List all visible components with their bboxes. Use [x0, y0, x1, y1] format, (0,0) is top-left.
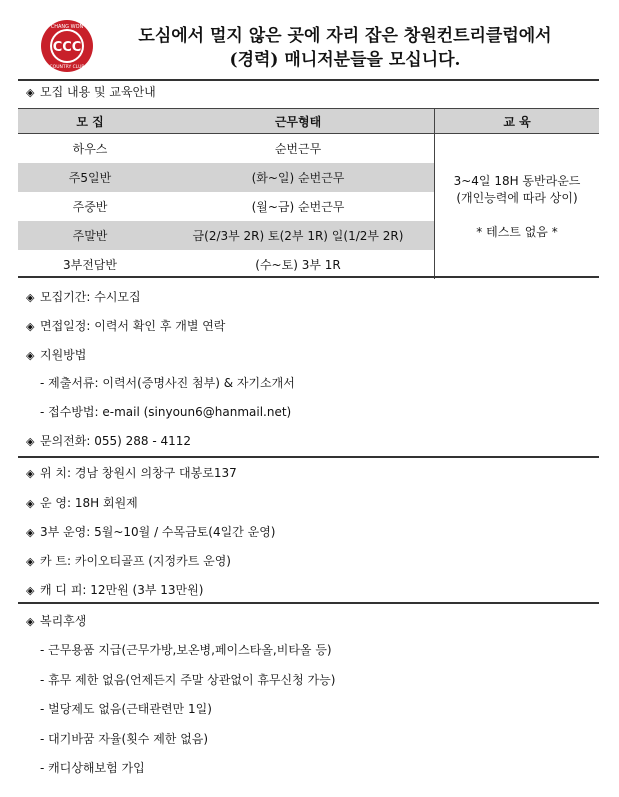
recruit-heading: ◈ 모집 내용 및 교육안내: [26, 85, 156, 99]
diamond-bullet-icon: ◈: [26, 349, 35, 362]
welfare-item: - 벌당제도 없음(근태관련만 1일): [40, 702, 212, 716]
welfare-item: - 휴무 제한 없음(언제든지 주말 상관없이 휴무신청 가능): [40, 673, 336, 687]
table-header-row: [18, 109, 599, 134]
work-schedule: (화~일) 순번근무: [162, 163, 435, 192]
diamond-bullet-icon: ◈: [26, 526, 35, 539]
education-note: * 테스트 없음 *: [476, 224, 558, 239]
cart-line: ◈ 카 트: 카이오티골프 (지정카트 운영): [26, 554, 231, 568]
work-schedule: (수~토) 3부 1R: [255, 258, 341, 272]
column-header: 교 육: [435, 109, 600, 134]
work-schedule: 금(2/3부 2R) 토(2부 1R) 일(1/2부 2R): [162, 221, 435, 250]
column-header: 모 집: [18, 109, 162, 134]
divider: [18, 79, 599, 81]
table-row: [18, 134, 599, 164]
diamond-bullet-icon: ◈: [26, 615, 35, 628]
divider: [18, 602, 599, 604]
work-schedule: (월~금) 순번근무: [251, 200, 345, 214]
recruit-type: 3부전담반: [62, 258, 117, 272]
title-line-1: 도심에서 멀지 않은 곳에 자리 잡은 창원컨트리클럽에서: [138, 26, 552, 46]
education-line: 3~4일 18H 동반라운드: [453, 173, 581, 188]
recruit-type: 하우스: [72, 142, 108, 156]
divider: [18, 456, 599, 458]
diamond-bullet-icon: ◈: [26, 320, 35, 333]
logo-text-top: CHANG WON: [50, 24, 84, 30]
location-line: ◈ 위 치: 경남 창원시 의창구 대봉로137: [26, 466, 237, 480]
diamond-bullet-icon: ◈: [26, 497, 35, 510]
logo-text-bottom: COUNTRY CLUB: [49, 65, 85, 70]
diamond-bullet-icon: ◈: [26, 555, 35, 568]
diamond-bullet-icon: ◈: [26, 435, 35, 448]
diamond-bullet-icon: ◈: [26, 584, 35, 597]
welfare-item: - 근무용품 지급(근무가방,보온병,페이스타올,비타올 등): [40, 643, 332, 657]
page-title: [110, 24, 580, 72]
apply-heading: ◈ 지원방법: [26, 348, 87, 362]
education-cell: [435, 134, 600, 280]
documents-line: - 제출서류: 이력서(증명사진 첨부) & 자기소개서: [40, 376, 295, 390]
recruit-type: 주중반: [72, 200, 108, 214]
recruit-type: 주5일반: [18, 163, 162, 192]
welfare-item: - 캐디상해보험 가입: [40, 761, 145, 775]
welfare-heading: ◈ 복리후생: [26, 614, 87, 628]
club-logo: [40, 19, 94, 73]
diamond-bullet-icon: ◈: [26, 291, 35, 304]
diamond-bullet-icon: ◈: [26, 86, 35, 99]
title-line-2: (경력) 매니저분들을 모십니다.: [229, 50, 461, 70]
phone-line: ◈ 문의전화: 055) 288 - 4112: [26, 434, 192, 448]
third-round-line: ◈ 3부 운영: 5월~10월 / 수목금토(4일간 운영): [26, 525, 276, 539]
work-schedule: 순번근무: [274, 142, 322, 156]
operation-line: ◈ 운 영: 18H 회원제: [26, 496, 138, 510]
welfare-item: - 대기바꿈 자율(횟수 제한 없음): [40, 732, 209, 746]
interview-line: ◈ 면접일정: 이력서 확인 후 개별 연락: [26, 319, 226, 333]
education-line: (개인능력에 따라 상이): [456, 190, 578, 205]
recruit-type: 주말반: [18, 221, 162, 250]
period-line: ◈ 모집기간: 수시모집: [26, 290, 141, 304]
divider: [18, 276, 599, 278]
column-header: 근무형태: [162, 109, 435, 134]
diamond-bullet-icon: ◈: [26, 467, 35, 480]
caddie-fee-line: ◈ 캐 디 피: 12만원 (3부 13만원): [26, 583, 204, 597]
recruit-table: [18, 108, 599, 279]
submit-line: - 접수방법: e-mail (sinyoun6@hanmail.net): [40, 405, 292, 419]
logo-letters: CCC: [52, 40, 82, 55]
